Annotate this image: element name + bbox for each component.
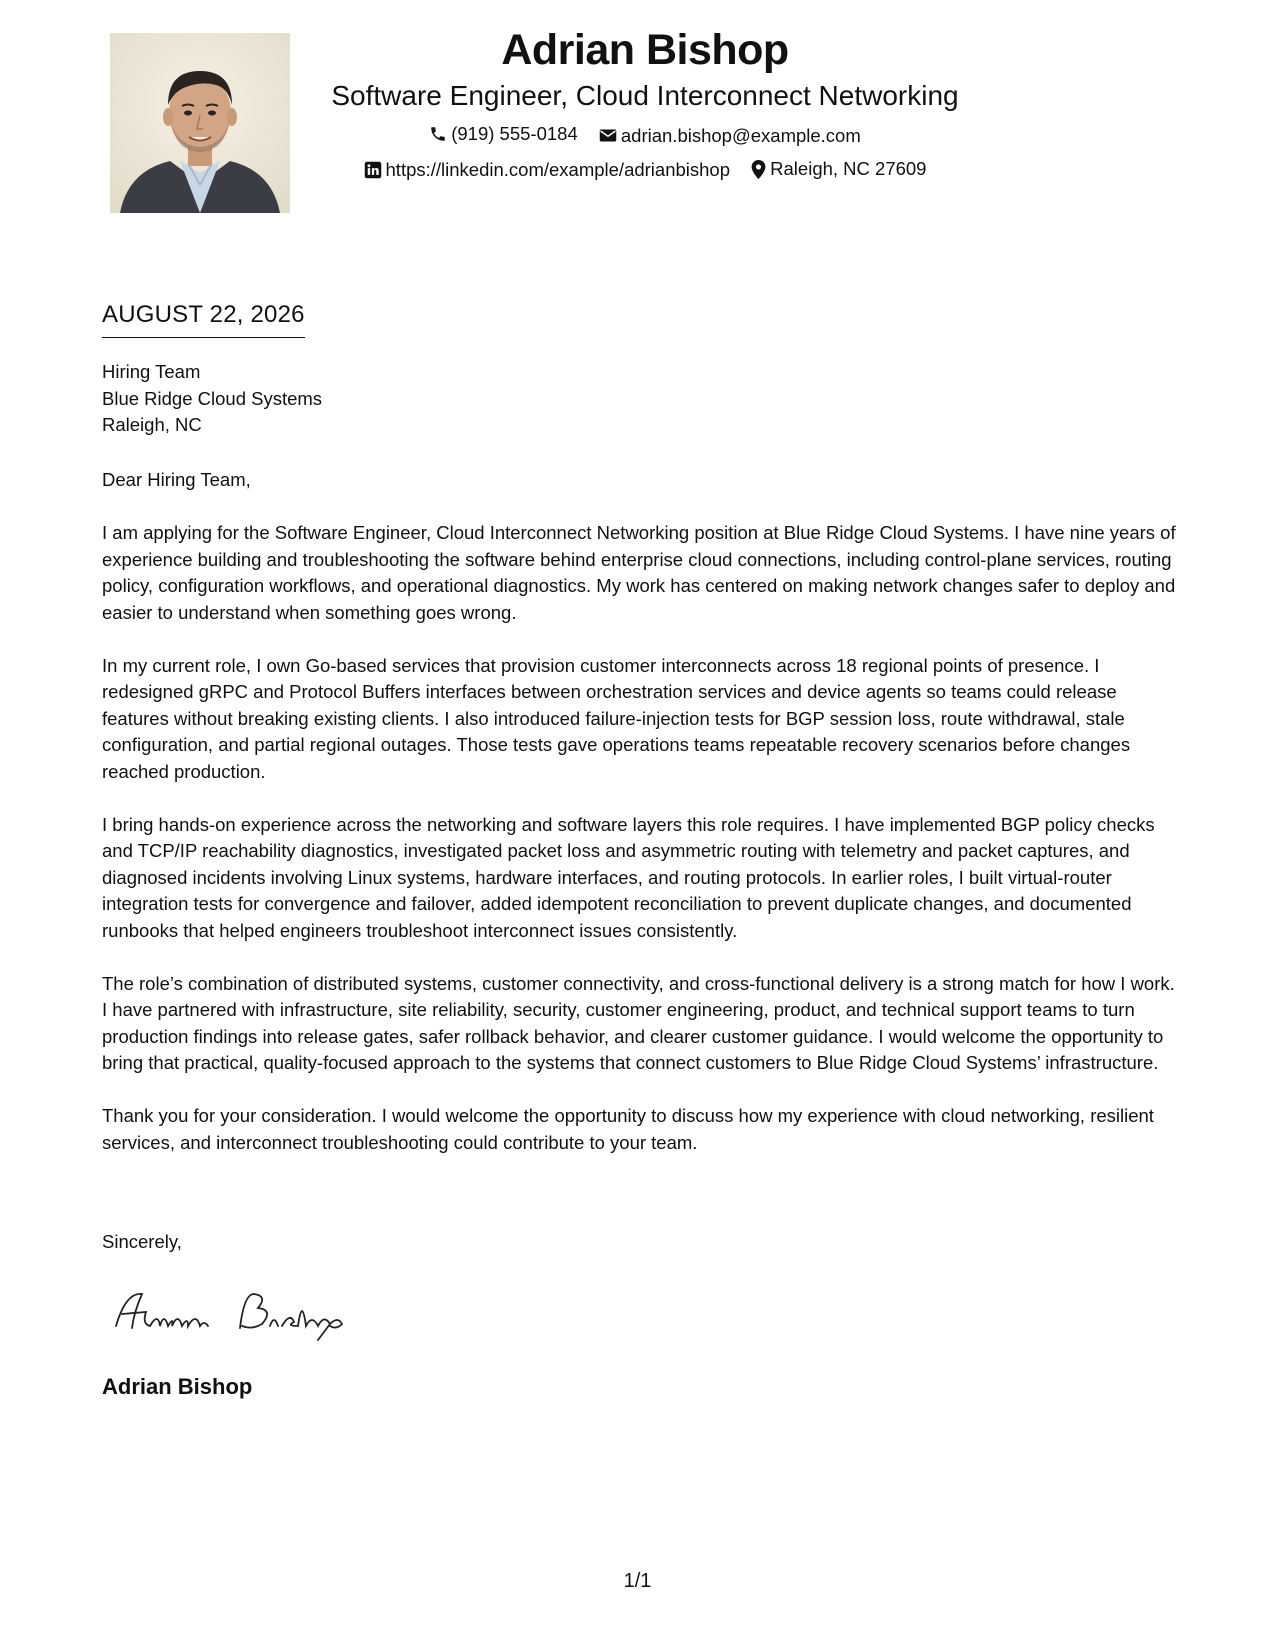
body-paragraph: In my current role, I own Go-based services that provision customer interconnects across 18 regional points of presence. I redesigned gRPC and Protocol Buffers interfaces between orchestration services and device agents so teams could release features without breaking existing clients. I also introduced failure-injection tests for BGP session loss, route withdrawal, stale configuration, and partial regional outages. Those tests gave operations teams repeatable recovery scenarios before changes reached production. [102,654,1131,782]
location-text: Raleigh, NC 27609 [770,158,927,179]
portrait-image [110,33,290,213]
linkedin-url: https://linkedin.com/example/adrianbishop [385,158,731,180]
profile-photo [110,33,290,213]
envelope-icon [599,128,617,143]
handwritten-signature [112,1282,362,1342]
contact-row-secondary [290,157,1000,185]
linkedin-icon [364,161,382,179]
linkedin-contact[interactable] [364,158,731,182]
salutation: Dear Hiring Team, [102,469,251,490]
email-contact[interactable] [599,124,861,148]
job-title: Software Engineer, Cloud Interconnect Networking [331,80,959,111]
phone-number: (919) 555-0184 [451,123,578,144]
closing-phrase: Sincerely, [102,1231,182,1252]
phone-icon [429,125,447,143]
letter-date: AUGUST 22, 2026 [102,300,305,338]
body-paragraph: I bring hands-on experience across the networking and software layers this role requires. I have implemented BGP policy checks and TCP/IP reachability diagnostics, investigated packet loss and asymmetric routing with telemetry and packet captures, and diagnosed incidents involving Linux systems, hardware interfaces, and routing protocols. In earlier roles, I built virtual-router integration tests for convergence and failover, added idempotent reconciliation to prevent duplicate changes, and documented runbooks that helped engineers troubleshoot interconnect issues consistently. [102,813,1155,941]
recipient-company: Blue Ridge Cloud Systems [102,387,323,409]
letter-header [290,22,1000,185]
body-paragraph: I am applying for the Software Engineer, Cloud Interconnect Networking position at Blue Ridge Cloud Systems. I have nine years of experience building and troubleshooting the software behind enterprise cloud connections, including control-plane services, routing policy, configuration workflows, and operational diagnostics. My work has centered on making network changes safer to deploy and easier to understand when something goes wrong. [102,522,1176,623]
recipient-block [102,359,322,439]
recipient-location: Raleigh, NC [102,414,202,435]
body-paragraph: Thank you for your consideration. I would welcome the opportunity to discuss how my experience with cloud networking, resilient services, and interconnect troubleshooting could contribute to your team. [102,1105,1154,1153]
letter-body [102,467,1177,1183]
applicant-name: Adrian Bishop [501,26,789,74]
contact-row-primary [290,122,1000,149]
body-paragraph: The role’s combination of distributed systems, customer connectivity, and cross-functional delivery is a strong match for how I work. I have partnered with infrastructure, site reliability, security, customer engineering, product, and technical support teams to turn production findings into release gates, safer rollback behavior, and clearer customer guidance. I would welcome the opportunity to bring that practical, quality-focused approach to the systems that connect customers to Blue Ridge Cloud Systems’ infrastructure. [102,972,1175,1073]
map-pin-icon [751,160,766,179]
recipient-line: Hiring Team [102,361,201,382]
signer-name: Adrian Bishop [102,1374,253,1399]
page-number: 1/1 [623,1570,652,1592]
phone-contact[interactable] [429,122,578,146]
location-contact [751,157,926,181]
email-address: adrian.bishop@example.com [620,124,861,146]
